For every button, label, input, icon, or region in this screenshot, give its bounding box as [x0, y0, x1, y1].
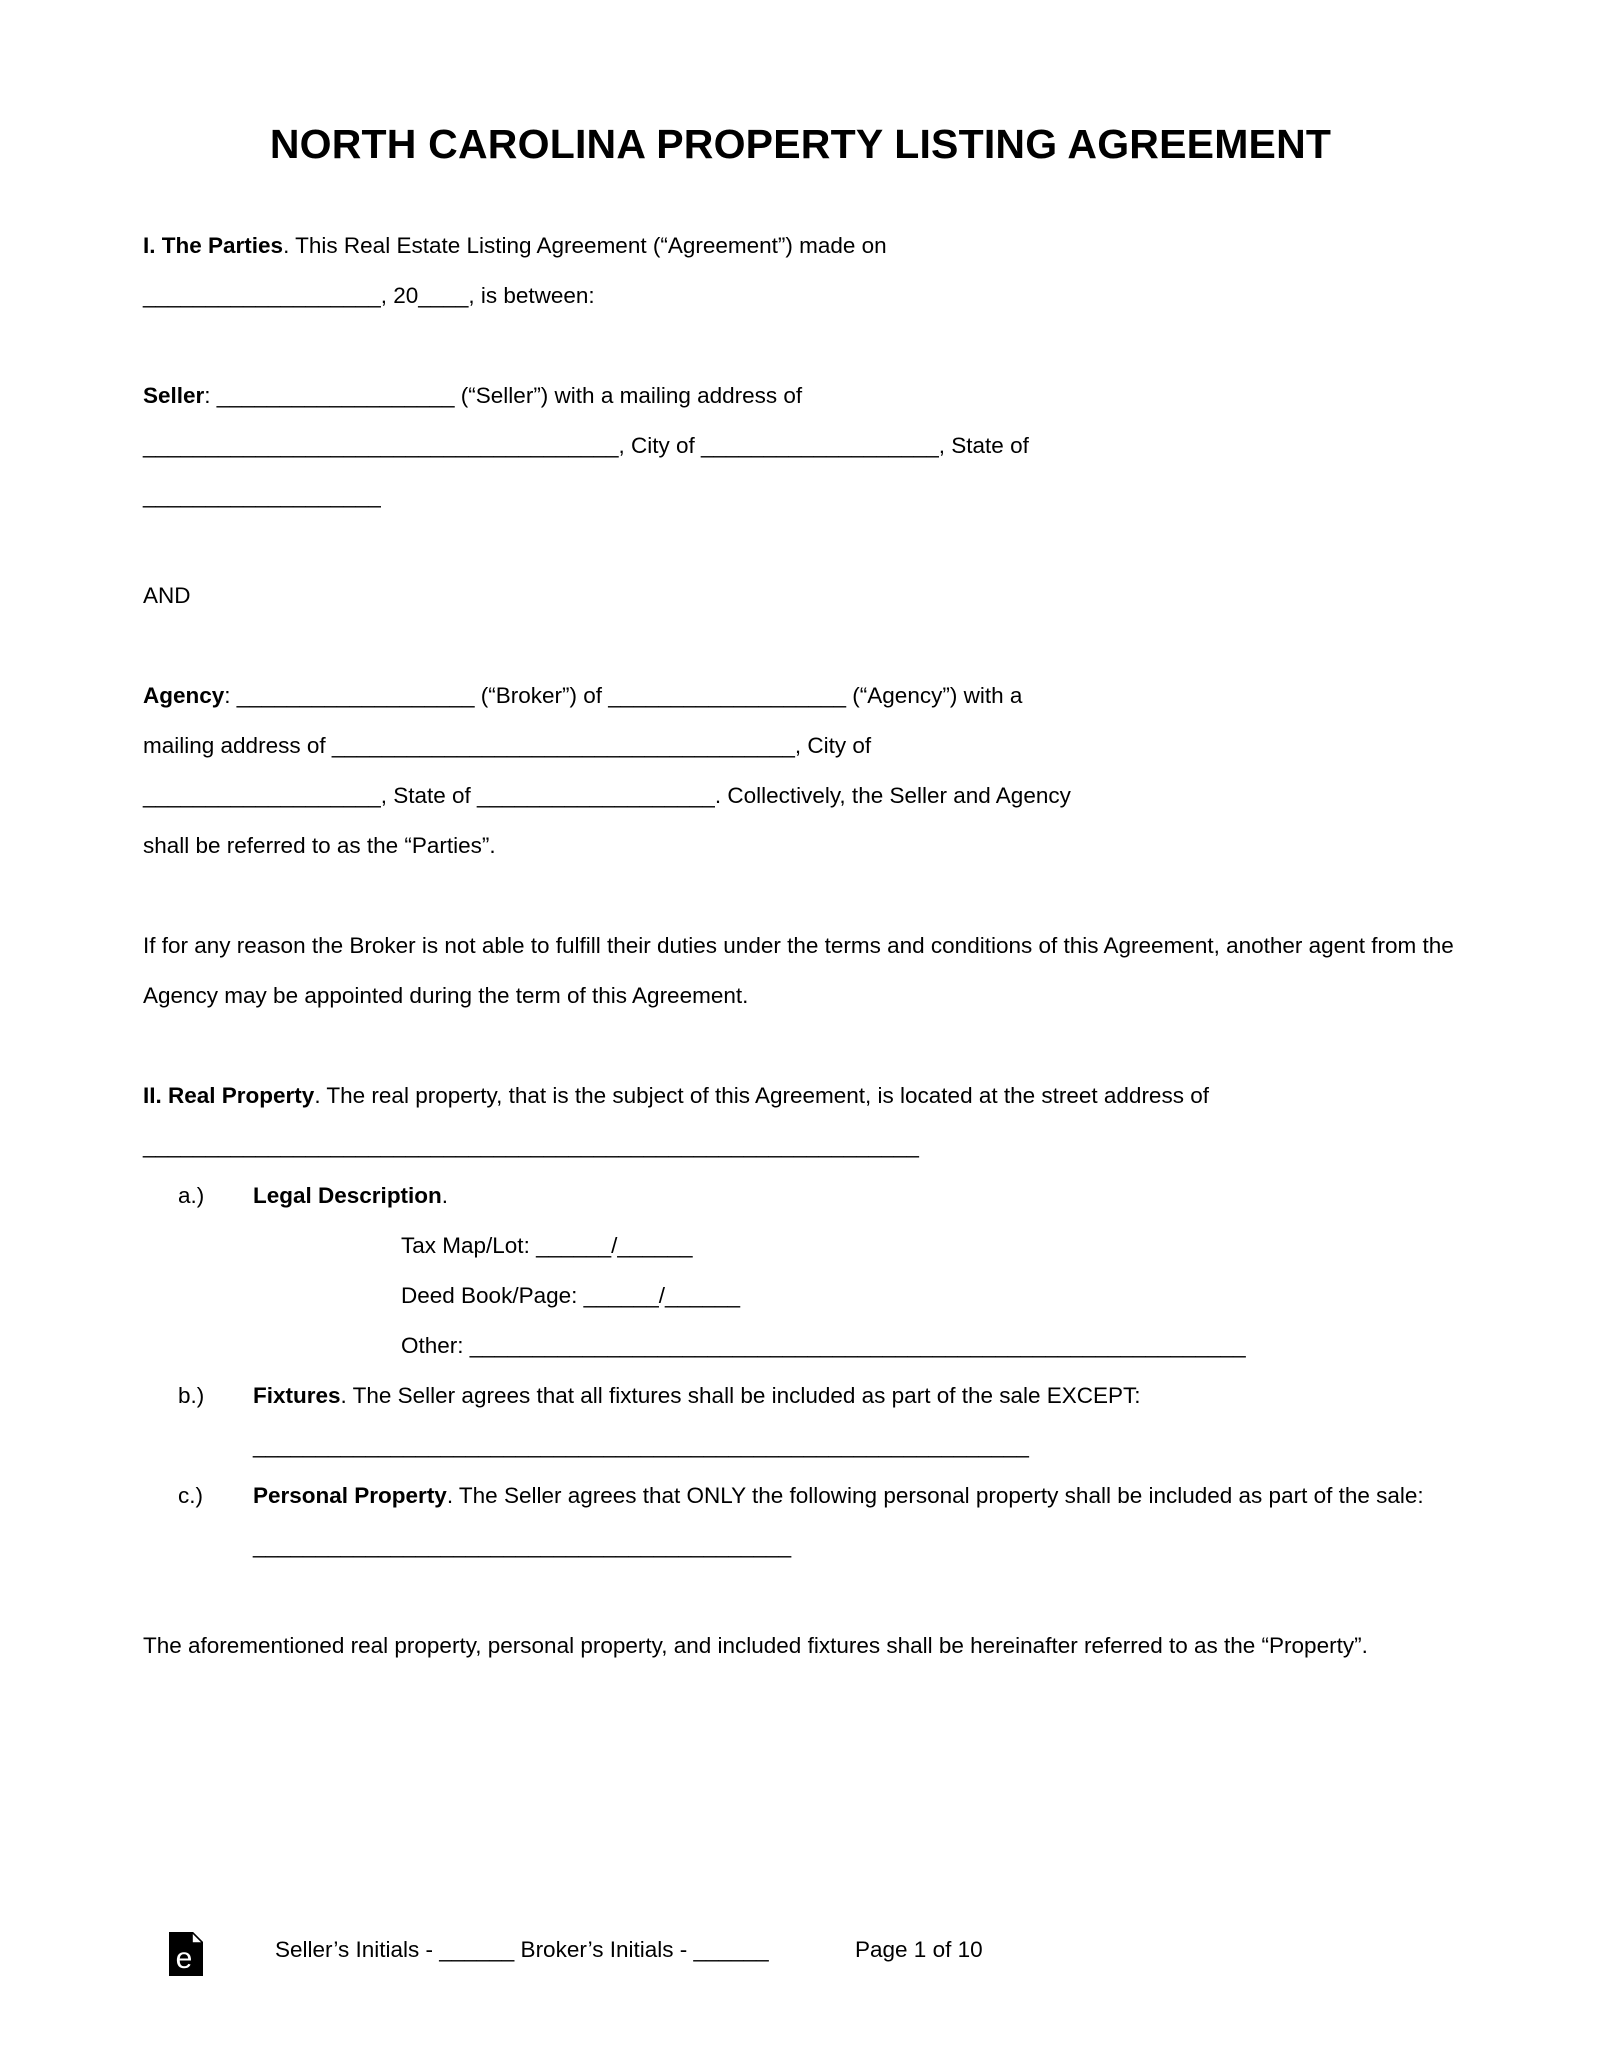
footer-initials-line: Seller’s Initials - ______ Broker’s Initials - ______ — [275, 1937, 769, 1962]
page-footer — [143, 1930, 1457, 2000]
parties-date-line: ___________________, 20____, is between: — [143, 283, 595, 309]
agency-label: Agency — [143, 683, 225, 709]
list-item — [178, 1471, 1458, 1571]
real-property-intro-text: . The real property, that is the subject of this Agreement, is located at the street address of ______________________________________________________________ — [143, 1083, 1209, 1159]
agency-broker-blank: : ___________________ (“Broker”) of ___________________ (“Agency”) with a — [224, 683, 1023, 709]
seller-label: Seller — [143, 383, 205, 409]
section-heading-parties: I. The Parties — [143, 233, 284, 259]
legal-description-other-line: Other: ______________________________________________________________ — [401, 1333, 1246, 1359]
seller-name-blank: : ___________________ (“Seller”) with a mailing address of — [204, 383, 803, 409]
and-separator: AND — [143, 583, 191, 609]
footer-page-number: Page 1 of 10 — [855, 1937, 983, 1962]
agency-line-1 — [143, 671, 1458, 721]
list-item — [178, 1371, 1458, 1471]
tax-map-lot-line: Tax Map/Lot: ______/______ — [401, 1233, 693, 1259]
personal-property-text: . The Seller agrees that ONLY the following personal property shall be included as part of the sale: ___________________________________________ — [253, 1483, 1424, 1559]
document-body — [143, 0, 1458, 1671]
legal-description-text: . — [441, 1183, 449, 1209]
list-marker-b: b.) — [178, 1383, 205, 1409]
real-property-intro-paragraph — [143, 1071, 1458, 1171]
seller-line-2: ______________________________________, City of ___________________, State of — [143, 433, 1029, 459]
page-title: NORTH CAROLINA PROPERTY LISTING AGREEMENT — [269, 121, 1332, 167]
list-marker-c: c.) — [178, 1483, 203, 1509]
deed-book-page-line: Deed Book/Page: ______/______ — [401, 1283, 741, 1309]
property-definition-paragraph: The aforementioned real property, personal property, and included fixtures shall be hereinafter referred to as the “Property”. — [143, 1633, 1368, 1659]
eforms-logo-icon — [169, 1932, 203, 1976]
parties-intro-paragraph — [143, 221, 1458, 271]
personal-property-label: Personal Property — [253, 1483, 447, 1509]
list-item — [178, 1171, 1458, 1371]
list-marker-a: a.) — [178, 1183, 205, 1209]
parties-intro-text: . This Real Estate Listing Agreement (“Agreement”) made on — [283, 233, 887, 259]
fixtures-text: . The Seller agrees that all fixtures shall be included as part of the sale EXCEPT: ______________________________________________________________ — [253, 1383, 1141, 1459]
legal-description-label: Legal Description — [253, 1183, 442, 1209]
section-heading-real-property: II. Real Property — [143, 1083, 315, 1109]
agency-line-3: ___________________, State of ___________________. Collectively, the Seller and Agency — [143, 783, 1071, 809]
seller-line-3: ___________________ — [143, 483, 381, 509]
agency-line-2: mailing address of _____________________________________, City of — [143, 733, 872, 759]
fixtures-label: Fixtures — [253, 1383, 341, 1409]
seller-line-1 — [143, 371, 1458, 421]
real-property-list — [143, 1171, 1458, 1571]
broker-substitution-paragraph: If for any reason the Broker is not able to fulfill their duties under the terms and conditions of this Agreement, another agent from the Agency may be appointed during the term of this Agreement. — [143, 933, 1454, 1009]
agency-line-4: shall be referred to as the “Parties”. — [143, 833, 496, 859]
svg-text:e: e — [175, 1942, 193, 1975]
